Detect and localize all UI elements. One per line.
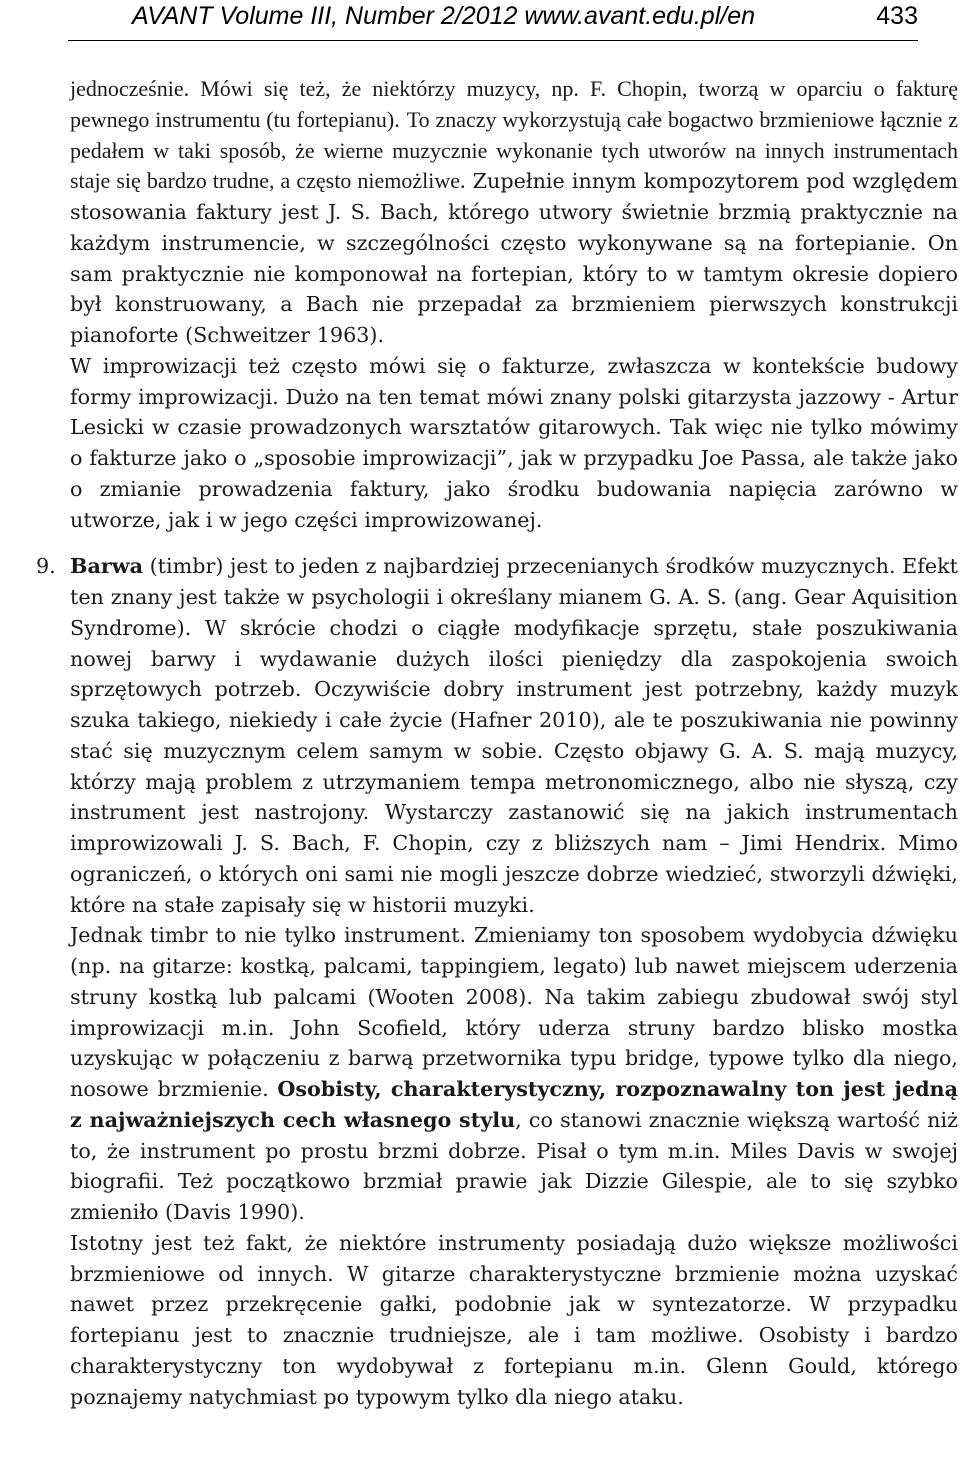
term-barwa: Barwa	[70, 554, 144, 579]
timbr-text: Jednak timbr to nie tylko instrument. Zmieniamy ton sposobem wydobycia dźwięku (np. na gitarze: kostką, palcami, tappingiem, legato) lub nawet miejscem uderzenia struny kostką lub palcami (Wooten 2008). Na takim zabiegu zbudował swój styl improwizacji m.in. John Scofield, który uderza struny bardzo blisko mostka uzyskując w połączeniu z barwą przetwornika typu bridge, typowe tylko dla niego, nosowe brzmienie.	[70, 923, 958, 1101]
running-header	[68, 0, 918, 41]
list-item-barwa	[36, 551, 958, 920]
sentence-chopin: jednocześnie. Mówi się też, że niektórzy muzycy, np. F. Chopin, tworzą w oparciu o fakturę pewnego instrumentu (tu fortepianu).	[70, 76, 958, 132]
timbr-text-end: , co stanowi znacznie większą wartość niż to, że instrument po prostu brzmi dobrze. Pisał o tym m.in. Miles Davis w swojej biografii. Też początkowo brzmiał prawie jak Dizzie Gilespie, ale to się szybko zmieniło (Davis 1990).	[70, 1107, 958, 1224]
barwa-text: (timbr) jest to jeden z najbardziej przecenianych środków muzycznych. Efekt ten znany jest także w psychologii i określany mianem G. A. S. (ang. Gear Aquisition Syndrome). W skrócie chodzi o ciągłe modyfikacje sprzętu, stałe poszukiwania nowej barwy i wydawanie dużych ilości pieniędzy dla zaspokojenia swoich sprzętowych potrzeb. Oczywiście dobry instrument jest potrzebny, każdy muzyk szuka takiego, niekiedy i całe życie (Hafner 2010), ale te poszukiwania nie powinny stać się muzycznym celem samym w sobie. Często objawy G. A. S. mają muzycy, którzy mają problem z utrzymaniem tempa metronomicznego, albo nie słyszą, czy instrument jest nastrojony. Wystarczy zastanowić się na jakich instrumentach improwizowali J. S. Bach, F. Chopin, czy z bliższych nam – Jimi Hendrix. Mimo ograniczeń, o których oni sami nie mogli jeszcze dobrze wiedzieć, stworzyli dźwięki, które na stałe zapisały się w historii muzyki.	[70, 554, 958, 917]
sentence-pedal: To znaczy wykorzystują całe bogactwo brzmieniowe łącznie z pedałem w taki sposób, że wierne muzycznie wykonanie tych utworów na innych instrumentach staje się bardzo trudne, a często niemożliwe.	[70, 106, 958, 194]
emphasis-osobisty-ton: Osobisty, charakterystyczny, rozpoznawalny ton jest jedną z najważniejszych cech własnego stylu	[70, 1077, 958, 1132]
section-gap	[70, 535, 958, 551]
journal-header: AVANT Volume III, Number 2/2012 www.avant.edu.pl/en	[132, 2, 756, 30]
paragraph-improwizacja: W improwizacji też często mówi się o fakturze, zwłaszcza w kontekście budowy formy improwizacji. Dużo na ten temat mówi znany polski gitarzysta jazzowy - Artur Lesicki w czasie prowadzonych warsztatów gitarowych. Tak więc nie tylko mówimy o fakturze jako o „sposobie improwizacji”, jak w przypadku Joe Passa, ale także jako o zmianie prowadzenia faktury, jako środku budowania napięcia zarówno w utworze, jak i w jego części improwizowanej.	[70, 353, 958, 532]
paragraph-faktura-chopin-bach	[70, 74, 958, 351]
sentence-bach: Zupełnie innym kompozytorem pod względem stosowania faktury jest J. S. Bach, którego utwory świetnie brzmią praktycznie na każdym instrumencie, w szczególności często wykonywane są na fortepianie. On sam praktycznie nie komponował na fortepian, który to w tamtym okresie dopiero był konstruowany, a Bach nie przepadał za brzmieniem pierwszych konstrukcji pianoforte (Schweitzer 1963).	[70, 169, 959, 347]
list-number: 9.	[36, 554, 56, 579]
article-body	[36, 74, 959, 1412]
paragraph-timbr	[70, 920, 958, 1228]
paragraph-mozliwosci-brzmieniowe: Istotny jest też fakt, że niektóre instrumenty posiadają dużo większe możliwości brzmieniowe od innych. W gitarze charakterystyczne brzmienie można uzyskać nawet przez przekręcenie gałki, podobnie jak w syntezatorze. W przypadku fortepianu jest to znacznie trudniejsze, ale i tam możliwe. Osobisty i bardzo charakterystyczny ton wydobywał z fortepianu m.in. Glenn Gould, którego poznajemy natychmiast po typowym tylko dla niego ataku.	[70, 1230, 958, 1409]
page-number: 433	[876, 2, 918, 30]
